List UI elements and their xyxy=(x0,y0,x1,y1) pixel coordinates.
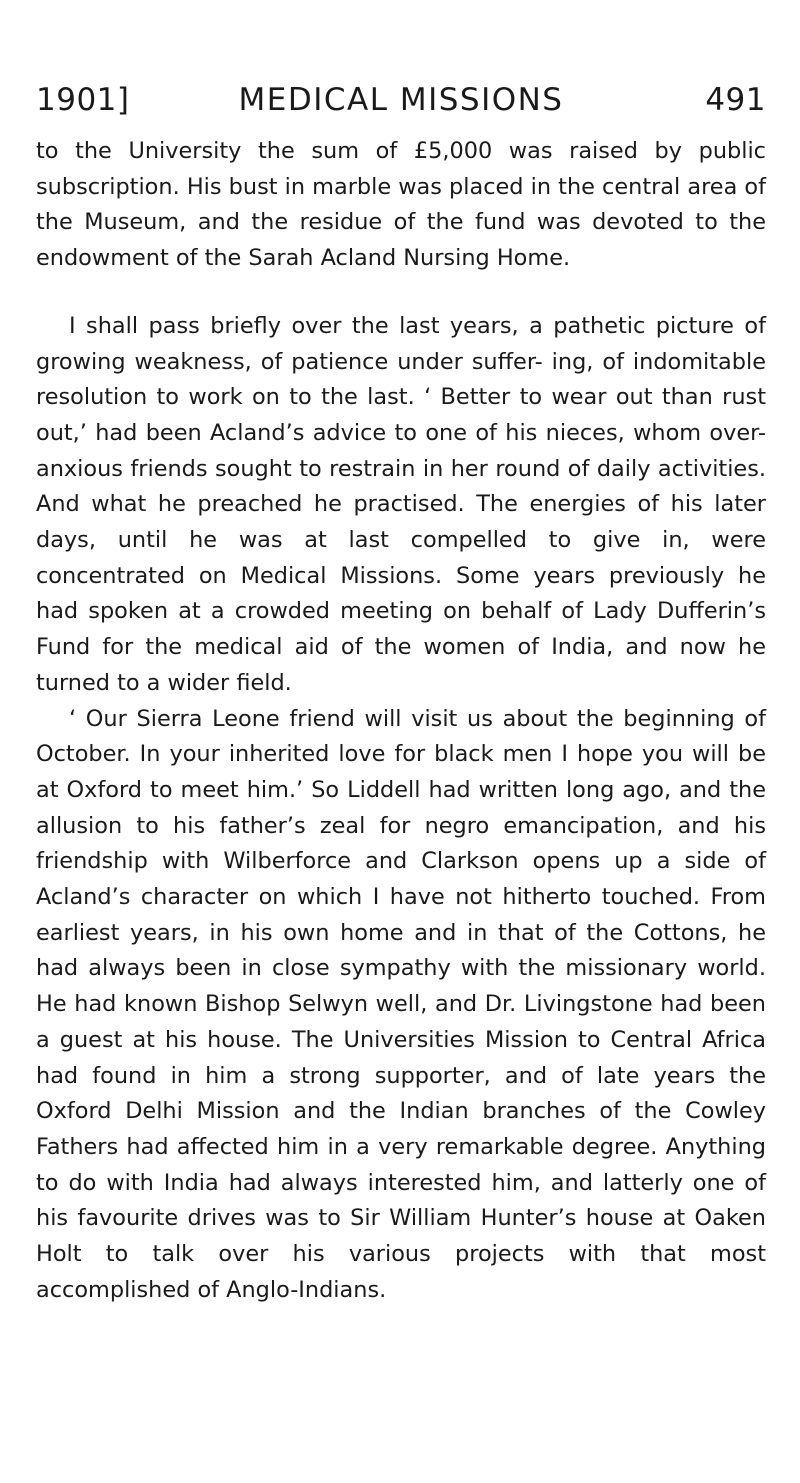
paragraph-1: to the University the sum of £5,000 was raised by public subscription. His bust in marble was placed in the central area of the Museum, and the residue of the fund was devoted to the endowment of the Sarah Acland Nursing Home. xyxy=(36,138,766,272)
body-text xyxy=(36,134,766,1309)
paragraph-2: I shall pass briefly over the last years, a pathetic picture of growing weakness, of patience under suffer- ing, of indomitable resolution to work on to the last. ‘ Better to wear out than rust out,’ had been Acland’s advice to one of his nieces, whom over-anxious friends sought to restrain in her round of daily activities. And what he preached he practised. The energies of his later days, until he was at last compelled to give in, were concentrated on Medical Missions. Some years previously he had spoken at a crowded meeting on behalf of Lady Dufferin’s Fund for the medical aid of the women of India, and now he turned to a wider field. xyxy=(36,312,766,696)
page-number: 491 xyxy=(705,82,766,118)
paragraph-3: ‘ Our Sierra Leone friend will visit us about the beginning of October. In your inherited love for black men I hope you will be at Oxford to meet him.’ So Liddell had written long ago, and the allusion to his father’s zeal for negro emancipation, and his friendship with Wilberforce and Clarkson opens up a side of Acland’s character on which I have not hitherto touched. From earliest years, in his own home and in that of the Cottons, he had always been in close sympathy with the missionary world. He had known Bishop Selwyn well, and Dr. Livingstone had been a guest at his house. The Universities Mission to Central Africa had found in him a strong supporter, and of late years the Oxford Delhi Mission and the Indian branches of the Cowley Fathers had affected him in a very remarkable degree. Anything to do with India had always interested him, and latterly one of his favourite drives was to Sir William Hunter’s house at Oaken Holt to talk over his various projects with that most accomplished of Anglo-Indians. xyxy=(36,705,766,1303)
running-head xyxy=(36,76,766,124)
running-head-title: MEDICAL MISSIONS xyxy=(238,82,564,118)
running-head-year: 1901] xyxy=(36,82,130,118)
